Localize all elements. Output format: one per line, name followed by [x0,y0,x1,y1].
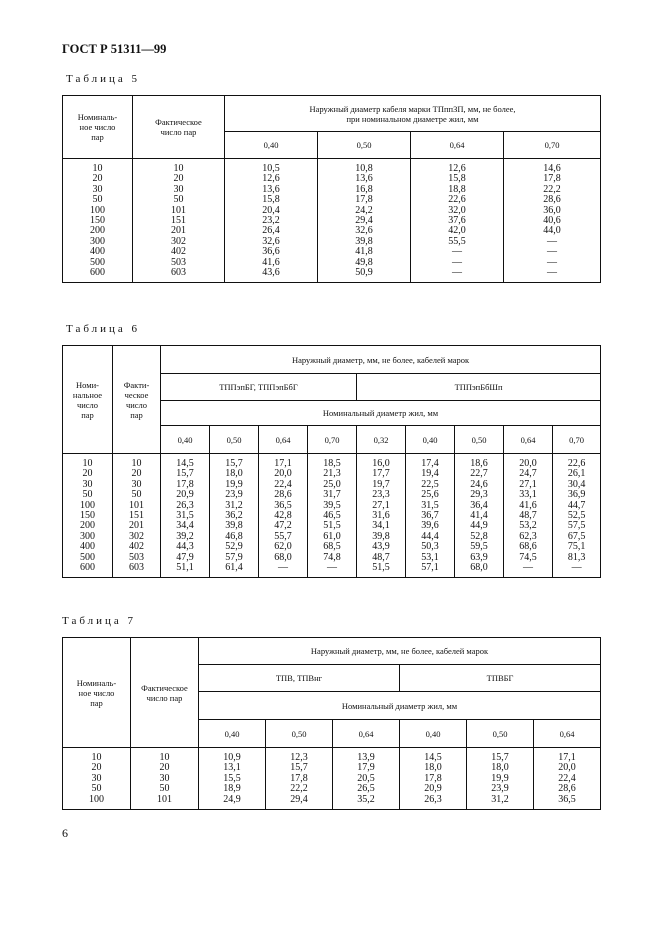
table-cell: 36,9 [567,489,586,501]
table7-diam: 0,64 [534,720,601,748]
table-cell: 20 [159,762,170,774]
table-cell: 57,9 [225,551,243,563]
table-cell: 22,4 [274,478,292,490]
table6-header-diam: Номинальный диаметр жил, мм [161,401,601,426]
table7-diam: 0,50 [266,720,333,748]
table-cell: 41,6 [519,499,537,511]
table-cell: 23,9 [491,783,509,795]
table-cell: 33,1 [519,489,537,501]
table-cell: 39,6 [421,520,439,532]
table-cell: 30,4 [567,478,586,490]
table-cell: 23,3 [372,489,390,501]
table-cell: 17,8 [176,478,194,490]
table-cell: 25,6 [421,489,439,501]
table-cell: 28,6 [558,783,576,795]
table-cell: 17,8 [424,772,442,784]
table-cell: 150 [90,215,105,227]
table-cell: 12,6 [448,163,466,174]
table-cell: 61,4 [225,562,243,574]
table-cell: 18,9 [223,783,241,795]
table-cell: 10 [131,458,142,469]
table-cell: 17,9 [357,762,375,774]
table-cell: 22,2 [543,183,561,195]
table-cell: 44,4 [421,530,439,542]
table-cell: 40,6 [543,215,561,227]
table-cell: 400 [80,541,95,553]
table6-col-b032 [357,454,406,578]
table6-col-b050 [455,454,504,578]
table6-col-b070 [553,454,601,578]
table5-col-d064 [411,159,504,283]
table-cell: 20,5 [357,772,375,784]
table5-col-d050 [318,159,411,283]
table6-diam: 0,70 [553,426,601,454]
table-cell: 15,7 [225,458,243,469]
table-cell: 19,9 [225,478,243,490]
table6-brand-a: ТППэпБГ, ТППэпБбГ [161,374,357,401]
table-cell: 48,7 [519,510,537,522]
table-cell: 36,0 [543,204,561,216]
table-cell: 20 [82,468,93,480]
table-cell: 20,0 [274,468,292,480]
table-cell: 32,6 [262,235,280,247]
table-cell: 17,4 [421,458,439,469]
table-cell: 150 [80,510,95,522]
table-cell: 10 [82,458,93,469]
table-cell: 600 [90,267,105,279]
table-cell: 18,8 [448,183,466,195]
table6-diam: 0,50 [455,426,504,454]
table-cell: 50 [92,194,103,206]
table-cell: 20 [131,468,142,480]
table-cell: 32,0 [448,204,466,216]
table-cell: 46,5 [323,510,341,522]
table-cell: 61,0 [323,530,341,542]
table-cell: 24,2 [355,204,373,216]
table-cell: 402 [171,246,186,258]
table7-header-diam: Номинальный диаметр жил, мм [199,692,601,720]
table-cell: 30 [131,478,142,490]
table-cell: 55,5 [448,235,466,247]
table-cell: 39,5 [323,499,341,511]
table-cell: — [452,267,462,279]
table7-col-b064 [534,748,601,810]
table-cell: 47,2 [274,520,292,532]
table-cell: 17,8 [355,194,373,206]
table6-header-actual: Факти- ческое число пар [113,346,161,454]
table-cell: 400 [90,246,105,258]
table-cell: 46,8 [225,530,243,542]
table-cell: 39,2 [176,530,194,542]
table-cell: 50 [82,489,93,501]
table5-diam: 0,64 [411,132,504,159]
table-cell: 27,1 [519,478,537,490]
table-cell: 41,8 [355,246,373,258]
table-cell: 42,0 [448,225,466,237]
table-cell: 22,4 [558,772,576,784]
table-cell: 500 [90,256,105,268]
table-cell: 603 [171,267,186,279]
table-cell: — [547,256,557,268]
table-cell: 22,6 [567,458,586,469]
page-number: 6 [62,826,68,840]
table-cell: 15,8 [262,194,280,206]
table-cell: 10 [92,163,103,174]
table6-diam: 0,40 [406,426,455,454]
table-cell: 31,5 [176,510,194,522]
table-cell: 101 [157,793,172,805]
table-cell: 28,6 [274,489,292,501]
table7-col-b040 [400,748,467,810]
table-cell: 67,5 [567,530,586,542]
table6-col-a070 [308,454,357,578]
table7-diam: 0,50 [467,720,534,748]
table-cell: 49,8 [355,256,373,268]
table-cell: 50,9 [355,267,373,279]
table6-diam: 0,40 [161,426,210,454]
table5-header-nominal: Номиналь- ное число пар [63,96,133,159]
table5-header-group: Наружный диаметр кабеля марки ТПппЗП, мм, не более, при номинальном диаметре жил, мм [225,96,601,132]
table-cell: 10 [91,752,102,763]
table-cell: — [278,562,288,574]
table7-col-a064 [333,748,400,810]
table-cell: 16,0 [372,458,390,469]
table5-caption: Таблица 5 [66,73,141,85]
table6-diam: 0,70 [308,426,357,454]
table-cell: 50,3 [421,541,439,553]
table6-col-a040 [161,454,210,578]
table6-diam: 0,50 [210,426,259,454]
table-cell: 55,7 [274,530,292,542]
table7-header-actual: Фактическое число пар [131,638,199,748]
table7-col-a050 [266,748,333,810]
table-cell: 36,5 [558,793,576,805]
table-cell: 51,1 [176,562,194,574]
table7-caption: Таблица 7 [62,615,137,627]
table6-brand-b: ТППэпБбШп [357,374,601,401]
table7-col-b050 [467,748,534,810]
table-cell: 57,1 [421,562,439,574]
table-cell: 17,8 [290,772,308,784]
table7 [62,637,601,810]
table-cell: 13,6 [355,173,373,185]
table-cell: 402 [129,541,144,553]
table-cell: 68,0 [274,551,292,563]
table-cell: 17,8 [543,173,561,185]
table-cell: 12,6 [262,173,280,185]
table7-col-nominal [63,748,131,810]
table5-header-actual: Фактическое число пар [133,96,225,159]
table-cell: 15,7 [491,752,509,763]
table-cell: 31,7 [323,489,341,501]
table6-header-nominal: Номи- нальное число пар [63,346,113,454]
table5-col-nominal [63,159,133,283]
table-cell: 50 [159,783,170,795]
table-cell: 36,7 [421,510,439,522]
table-cell: 151 [129,510,144,522]
table-cell: 52,9 [225,541,243,553]
table-cell: 15,8 [448,173,466,185]
table-cell: 30 [92,183,103,195]
document-header: ГОСТ Р 51311—99 [62,42,167,56]
table-cell: 26,3 [176,499,194,511]
table-cell: 43,9 [372,541,390,553]
table-cell: 51,5 [323,520,341,532]
table-cell: 20 [173,173,184,185]
table5 [62,95,601,283]
table-cell: 28,6 [543,194,561,206]
table-cell: — [452,246,462,258]
table-cell: 21,3 [323,468,341,480]
table-cell: 10,8 [355,163,373,174]
table-cell: 500 [80,551,95,563]
table-cell: 302 [129,530,144,542]
table-cell: 34,1 [372,520,390,532]
table-cell: 20,4 [262,204,280,216]
table-cell: 39,8 [225,520,243,532]
table-cell: 30 [173,183,184,195]
table-cell: 13,6 [262,183,280,195]
table-cell: 62,0 [274,541,292,553]
table6-diam: 0,64 [259,426,308,454]
table-cell: 36,6 [262,246,280,258]
table6-col-a050 [210,454,259,578]
table-cell: 18,0 [491,762,509,774]
table-cell: — [571,562,582,574]
table-cell: 18,6 [470,458,488,469]
table-cell: 44,9 [470,520,488,532]
table-cell: 74,5 [519,551,537,563]
table7-brand-a: ТПВ, ТПВнг [199,665,400,692]
table7-diam: 0,40 [199,720,266,748]
table-cell: 15,7 [176,468,194,480]
table-cell: 22,7 [470,468,488,480]
table-cell: 201 [129,520,144,532]
table-cell: 30 [91,772,102,784]
table-cell: 53,1 [421,551,439,563]
table-cell: 19,7 [372,478,390,490]
table-cell: 26,4 [262,225,280,237]
table-cell: 50 [173,194,184,206]
table6-caption: Таблица 6 [66,323,141,335]
table-cell: 23,2 [262,215,280,227]
table-cell: 48,7 [372,551,390,563]
table-cell: 17,1 [274,458,292,469]
table6-col-b064 [504,454,553,578]
table-cell: 30 [82,478,93,490]
table-cell: 23,9 [225,489,243,501]
table-cell: 52,5 [567,510,586,522]
table-cell: 18,5 [323,458,341,469]
table-cell: 22,5 [421,478,439,490]
table-cell: 603 [129,562,144,574]
table-cell: 26,1 [567,468,586,480]
table-cell: 600 [80,562,95,574]
table-cell: 44,7 [567,499,586,511]
table-cell: 300 [80,530,95,542]
table-cell: 20,9 [176,489,194,501]
table7-body [63,748,601,810]
table-cell: 37,6 [448,215,466,227]
table-cell: 68,6 [519,541,537,553]
table7-diam: 0,40 [400,720,467,748]
table-cell: — [452,256,462,268]
table-cell: 50 [91,783,102,795]
table-cell: 20,9 [424,783,442,795]
table-cell: 201 [171,225,186,237]
table-cell: 503 [171,256,186,268]
table-cell: 20 [91,762,102,774]
table6-col-nominal [63,454,113,578]
table-cell: 36,2 [225,510,243,522]
table-cell: 20 [92,173,103,185]
table-cell: 24,9 [223,793,241,805]
table6-col-a064 [259,454,308,578]
table-cell: 35,2 [357,793,375,805]
table6 [62,345,601,578]
table-cell: 200 [80,520,95,532]
table-cell: 53,2 [519,520,537,532]
table-cell: — [327,562,337,574]
table-cell: — [547,267,557,279]
table-cell: 29,4 [290,793,308,805]
table-cell: 74,8 [323,551,341,563]
table-cell: 13,1 [223,762,241,774]
table-cell: 50 [131,489,142,501]
table-cell: 14,5 [176,458,194,469]
table-cell: 31,2 [491,793,509,805]
table-cell: 81,3 [567,551,586,563]
table-cell: 31,2 [225,499,243,511]
table-cell: 24,7 [519,468,537,480]
table-cell: 32,6 [355,225,373,237]
table-cell: 26,3 [424,793,442,805]
table-cell: — [523,562,533,574]
table-cell: 39,8 [372,530,390,542]
table-cell: 151 [171,215,186,227]
table5-body [63,159,601,283]
table7-header-group: Наружный диаметр, мм, не более, кабелей марок [199,638,601,665]
table-cell: 51,5 [372,562,390,574]
table-cell: 31,5 [421,499,439,511]
table-cell: 100 [90,204,105,216]
table-cell: 75,1 [567,541,586,553]
table-cell: 27,1 [372,499,390,511]
table-cell: 18,0 [225,468,243,480]
table-cell: 15,5 [223,772,241,784]
table-cell: 17,1 [558,752,576,763]
table-cell: 22,6 [448,194,466,206]
table-cell: 100 [80,499,95,511]
table-cell: 68,5 [323,541,341,553]
table7-brand-b: ТПВБГ [400,665,601,692]
table-cell: 10 [173,163,184,174]
table-cell: 20,0 [519,458,537,469]
table5-col-d070 [504,159,601,283]
table-cell: 30 [159,772,170,784]
table-cell: 10,5 [262,163,280,174]
table-cell: 44,3 [176,541,194,553]
table-cell: 22,2 [290,783,308,795]
table-cell: 59,5 [470,541,488,553]
table7-header-nominal: Номиналь- ное число пар [63,638,131,748]
table-cell: 36,5 [274,499,292,511]
table-cell: 13,9 [357,752,375,763]
table-cell: 29,3 [470,489,488,501]
table-cell: — [547,235,557,247]
table6-col-actual [113,454,161,578]
table7-col-a040 [199,748,266,810]
table-cell: 10,9 [223,752,241,763]
table-cell: 302 [171,235,186,247]
table7-diam: 0,64 [333,720,400,748]
table6-diam: 0,32 [357,426,406,454]
table-cell: 503 [129,551,144,563]
table-cell: 14,5 [424,752,442,763]
table-cell: 18,0 [424,762,442,774]
table-cell: 20,0 [558,762,576,774]
table-cell: 300 [90,235,105,247]
table-cell: 43,6 [262,267,280,279]
table-cell: 15,7 [290,762,308,774]
table-cell: 24,6 [470,478,488,490]
table-cell: — [547,246,557,258]
table-cell: 39,8 [355,235,373,247]
table-cell: 52,8 [470,530,488,542]
table-cell: 63,9 [470,551,488,563]
table-cell: 16,8 [355,183,373,195]
table5-diam: 0,70 [504,132,601,159]
table-cell: 31,6 [372,510,390,522]
table-cell: 47,9 [176,551,194,563]
table-cell: 200 [90,225,105,237]
table-cell: 100 [89,793,104,805]
table-cell: 101 [171,204,186,216]
table-cell: 19,9 [491,772,509,784]
table-cell: 42,8 [274,510,292,522]
table5-col-actual [133,159,225,283]
table-cell: 17,7 [372,468,390,480]
table6-body [63,454,601,578]
table-cell: 25,0 [323,478,341,490]
table6-diam: 0,64 [504,426,553,454]
table-cell: 68,0 [470,562,488,574]
table-cell: 34,4 [176,520,194,532]
table-cell: 57,5 [567,520,586,532]
table-cell: 26,5 [357,783,375,795]
table6-col-b040 [406,454,455,578]
table-cell: 62,3 [519,530,537,542]
table-cell: 101 [129,499,144,511]
table5-col-d040 [225,159,318,283]
table-cell: 14,6 [543,163,561,174]
table-cell: 29,4 [355,215,373,227]
table7-col-actual [131,748,199,810]
table-cell: 41,6 [262,256,280,268]
table-cell: 12,3 [290,752,308,763]
table5-diam: 0,40 [225,132,318,159]
table-cell: 36,4 [470,499,488,511]
table-cell: 41,4 [470,510,488,522]
table6-header-group: Наружный диаметр, мм, не более, кабелей марок [161,346,601,374]
table-cell: 44,0 [543,225,561,237]
table5-diam: 0,50 [318,132,411,159]
table-cell: 19,4 [421,468,439,480]
table-cell: 10 [159,752,170,763]
